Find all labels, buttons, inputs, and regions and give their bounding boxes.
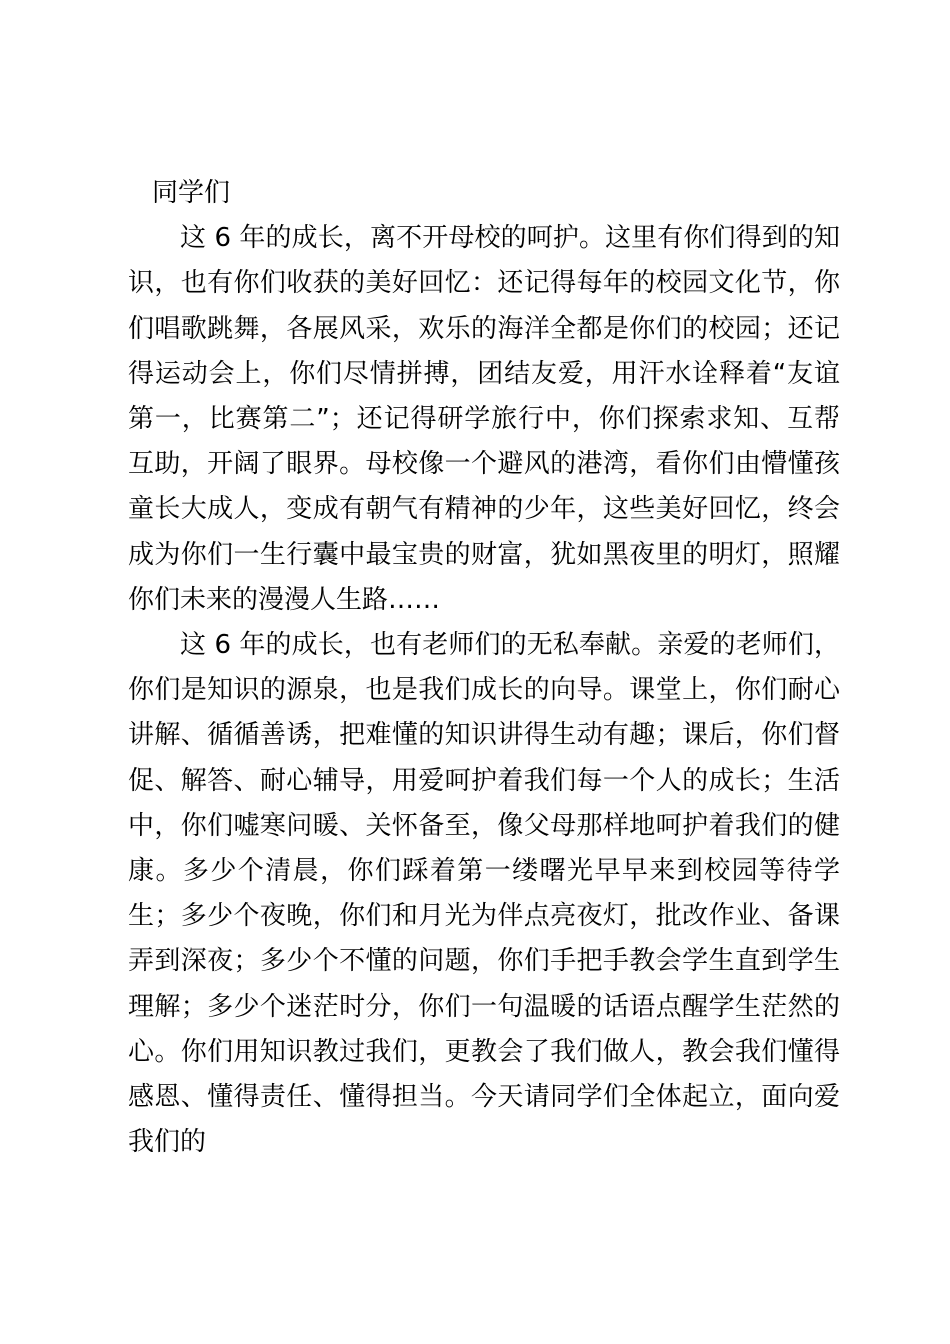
paragraph-growth-teachers: 这 6 年的成长，也有老师们的无私奉献。亲爱的老师们，你们是知识的源泉，也是我们成长的向导。课堂上，你们耐心讲解、循循善诱，把难懂的知识讲得生动有趣；课后，你们督促、解答、耐心辅导，用爱呵护着我们每一个人的成长；生活中，你们嘘寒问暖、关怀备至，像父母那样地呵护着我们的健康。多少个清晨，你们踩着第一缕曙光早早来到校园等待学生；多少个夜晚，你们和月光为伴点亮夜灯，批改作业、备课弄到深夜；多少个不懂的问题，你们手把手教会学生直到学生理解；多少个迷茫时分，你们一句温暖的话语点醒学生茫然的心。你们用知识教过我们，更教会了我们做人，教会我们懂得感恩、懂得责任、懂得担当。今天请同学们全体起立，面向爱我们的 [128,630,840,1158]
greeting: 同学们 [152,178,231,208]
paragraph-growth-school: 这 6 年的成长，离不开母校的呵护。这里有你们得到的知识，也有你们收获的美好回忆：还记得每年的校园文化节，你们唱歌跳舞，各展风采，欢乐的海洋全都是你们的校园；还记得运动会上，你们尽情拼搏，团结友爱，用汗水诠释着“友谊第一，比赛第二”；还记得研学旅行中，你们探索求知、互帮互助，开阔了眼界。母校像一个避风的港湾，看你们由懵懂孩童长大成人，变成有朝气有精神的少年，这些美好回忆，终会成为你们一生行囊中最宝贵的财富，犹如黑夜里的明灯，照耀你们未来的漫漫人生路…… [128,223,840,615]
document-body [128,171,840,1165]
